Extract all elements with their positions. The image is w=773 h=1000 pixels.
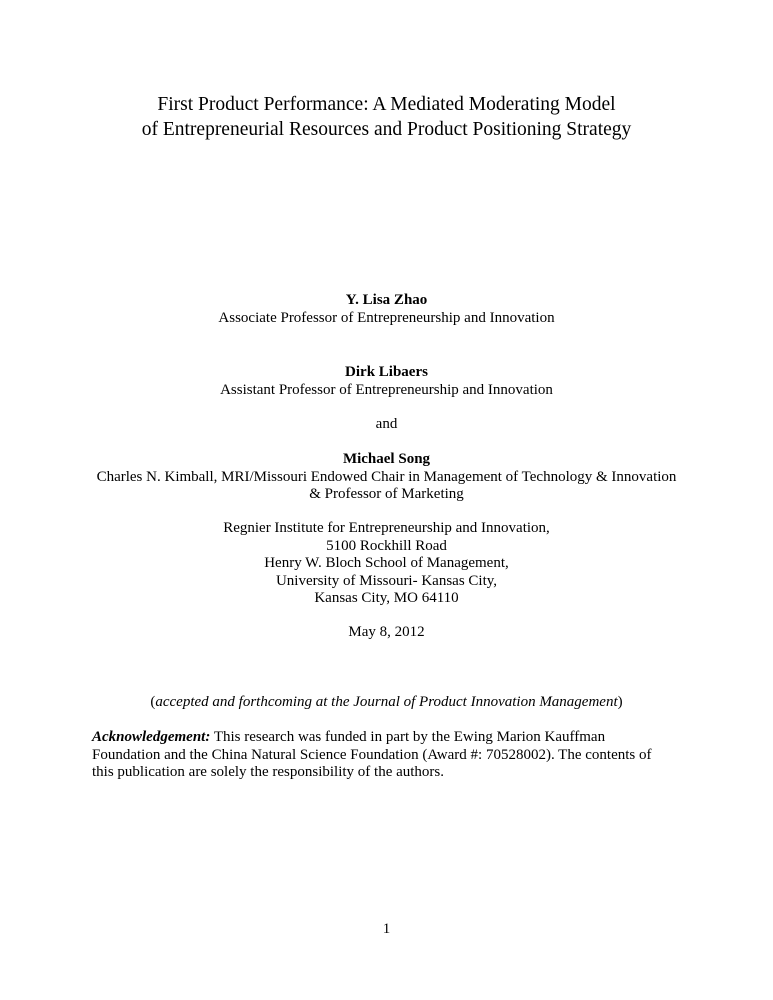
publication-note-line <box>0 694 773 712</box>
open-paren: ( <box>150 694 156 710</box>
author-block-song <box>0 451 773 504</box>
address-line: Kansas City, MO 64110 <box>314 590 459 606</box>
acknowledgement-text: This research was funded in part by the Ewing Marion Kauffman <box>213 729 606 745</box>
document-date <box>0 624 773 642</box>
address-line: University of Missouri- Kansas City, <box>275 572 498 589</box>
author-name: Michael Song <box>342 451 431 467</box>
address-line: 5100 Rockhill Road <box>326 537 447 554</box>
author-affiliation: Assistant Professor of Entrepreneurship and Innovation <box>220 381 553 398</box>
address-line: Regnier Institute for Entrepreneurship and Innovation, <box>223 520 550 536</box>
conjunction-text: and <box>375 416 398 432</box>
acknowledgement-line-3: this publication are solely the responsibility of the authors. <box>92 764 445 780</box>
author-name: Dirk Libaers <box>345 364 428 380</box>
author-block-libaers <box>0 364 773 399</box>
page-number: 1 <box>382 921 391 937</box>
publication-note-text: accepted and forthcoming at the Journal of Product Innovation Management <box>155 694 618 710</box>
acknowledgement-paragraph <box>92 729 682 782</box>
close-paren: ) <box>617 694 623 710</box>
author-block-zhao <box>0 292 773 327</box>
author-conjunction <box>0 416 773 434</box>
author-affiliation: Associate Professor of Entrepreneurship and Innovation <box>218 309 555 326</box>
author-affiliation: & Professor of Marketing <box>309 486 464 502</box>
paper-title-line-1: First Product Performance: A Mediated Moderating Model <box>157 94 616 115</box>
author-name: Y. Lisa Zhao <box>345 292 428 308</box>
publication-note <box>0 694 773 712</box>
author-affiliation: Charles N. Kimball, MRI/Missouri Endowed Chair in Management of Technology & Innovation <box>96 468 677 485</box>
paper-title-line-2: of Entrepreneurial Resources and Product Positioning Strategy <box>141 119 632 140</box>
date-text: May 8, 2012 <box>348 624 425 640</box>
acknowledgement-label: Acknowledgement: <box>92 729 211 745</box>
paper-title <box>0 92 773 142</box>
acknowledgement-line-1 <box>92 729 682 747</box>
acknowledgement-line-2: Foundation and the China Natural Science Foundation (Award #: 70528002). The contents of <box>92 746 652 763</box>
institution-address <box>0 520 773 608</box>
address-line: Henry W. Bloch School of Management, <box>264 555 509 571</box>
